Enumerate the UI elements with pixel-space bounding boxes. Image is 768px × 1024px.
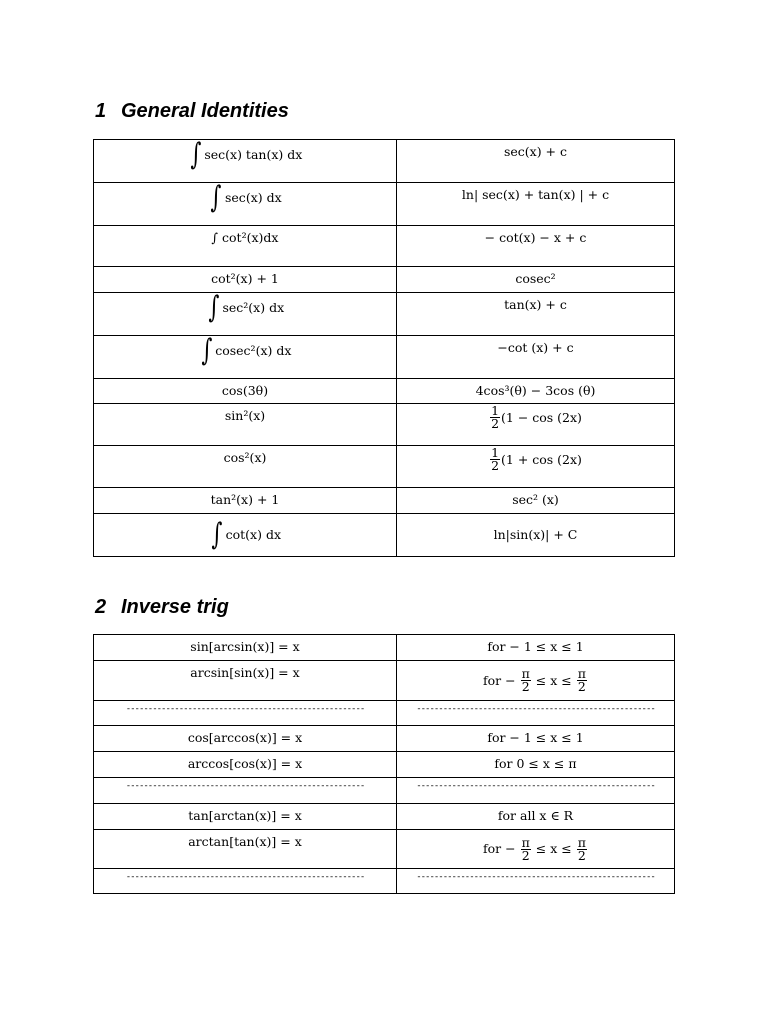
table-row xyxy=(94,830,675,869)
identity-right-cell: ln| sec(x) + tan(x) | + c xyxy=(397,183,675,226)
table-row xyxy=(94,752,675,778)
table-row xyxy=(94,778,675,804)
identity-left-cell xyxy=(94,514,397,557)
inverse-trig-table xyxy=(93,634,675,894)
identity-left-cell: sin²(x) xyxy=(94,404,397,446)
integral-sign-icon: ∫ xyxy=(200,335,212,368)
identity-right-cell: −cot (x) + c xyxy=(397,336,675,379)
table-row xyxy=(94,635,675,661)
identity-left-cell: ∫ cot²(x)dx xyxy=(94,226,397,267)
integral-expression: ∫ sec(x) dx xyxy=(210,182,282,215)
identity-right-cell: cosec² xyxy=(397,267,675,293)
inverse-right-cell: for all x ∈ R xyxy=(397,804,675,830)
inverse-right-cell xyxy=(397,661,675,701)
fraction: $\frac{1}{2}$ xyxy=(491,403,500,431)
table-row xyxy=(94,336,675,379)
fraction: $\frac{1}{2}$ xyxy=(491,445,500,473)
section-1-number: 1 xyxy=(95,100,107,122)
section-1-title: General Identities xyxy=(121,100,289,122)
inverse-right-cell: for − 1 ≤ x ≤ 1 xyxy=(397,635,675,661)
table-row xyxy=(94,661,675,701)
separator-cell: ------------------------------------------------------ xyxy=(397,778,675,804)
integral-expression: ∫ cosec²(x) dx xyxy=(200,335,292,368)
inverse-right-cell: for 0 ≤ x ≤ π xyxy=(397,752,675,778)
identity-left-cell xyxy=(94,336,397,379)
table-row xyxy=(94,726,675,752)
table-row xyxy=(94,701,675,726)
table-row xyxy=(94,379,675,404)
table-row xyxy=(94,514,675,557)
integral-sign-icon: ∫ xyxy=(210,182,222,215)
identity-right-cell: ln|sin(x)| + C xyxy=(397,514,675,557)
identity-left-cell xyxy=(94,293,397,336)
inverse-left-cell: arctan[tan(x)] = x xyxy=(94,830,397,869)
inverse-left-cell: sin[arcsin(x)] = x xyxy=(94,635,397,661)
integral-sign-icon: ∫ xyxy=(211,517,223,552)
identity-left-cell: cot²(x) + 1 xyxy=(94,267,397,293)
identity-right-cell: 4cos³(θ) − 3cos (θ) xyxy=(397,379,675,404)
fraction: $\frac{\pi}{2}$ xyxy=(521,666,530,694)
table-row xyxy=(94,488,675,514)
separator-cell: ------------------------------------------------------ xyxy=(94,778,397,804)
separator-cell: ------------------------------------------------------ xyxy=(397,701,675,726)
separator-cell: ------------------------------------------------------ xyxy=(397,869,675,894)
domain-expression: for − $\frac{\pi}{2}$ ≤ x ≤ $\frac{\pi}{2}$ xyxy=(483,666,586,694)
table-row xyxy=(94,183,675,226)
section-2-heading xyxy=(95,596,229,619)
separator-cell: ------------------------------------------------------ xyxy=(94,869,397,894)
table-row xyxy=(94,226,675,267)
inverse-left-cell: cos[arccos(x)] = x xyxy=(94,726,397,752)
identity-left-cell: cos²(x) xyxy=(94,446,397,488)
general-identities-table xyxy=(93,139,675,557)
fraction-expression: $\frac{1}{2}$ (1 + cos (2x) xyxy=(491,445,582,473)
identity-left-cell: tan²(x) + 1 xyxy=(94,488,397,514)
inverse-right-cell: for − 1 ≤ x ≤ 1 xyxy=(397,726,675,752)
identity-right-cell: sec(x) + c xyxy=(397,140,675,183)
fraction: $\frac{\pi}{2}$ xyxy=(577,834,586,863)
identity-left-cell xyxy=(94,140,397,183)
section-1-heading xyxy=(95,100,289,123)
table-row xyxy=(94,404,675,446)
identity-left-cell xyxy=(94,183,397,226)
integral-expression: ∫ cot(x) dx xyxy=(211,517,282,552)
fraction: $\frac{\pi}{2}$ xyxy=(521,834,530,863)
identity-right-cell: sec² (x) xyxy=(397,488,675,514)
inverse-left-cell: tan[arctan(x)] = x xyxy=(94,804,397,830)
table-row xyxy=(94,140,675,183)
inverse-left-cell: arccos[cos(x)] = x xyxy=(94,752,397,778)
fraction-expression: $\frac{1}{2}$ (1 − cos (2x) xyxy=(491,403,582,431)
identity-right-cell: − cot(x) − x + c xyxy=(397,226,675,267)
integral-sign-icon: ∫ xyxy=(208,292,220,325)
table-row xyxy=(94,869,675,894)
table-row xyxy=(94,446,675,488)
table-row xyxy=(94,804,675,830)
identity-left-cell: cos(3θ) xyxy=(94,379,397,404)
identity-right-cell xyxy=(397,446,675,488)
domain-expression: for − $\frac{\pi}{2}$ ≤ x ≤ $\frac{\pi}{2}$ xyxy=(483,834,586,863)
section-2-title: Inverse trig xyxy=(121,596,229,618)
inverse-right-cell xyxy=(397,830,675,869)
integral-expression: ∫ sec(x) tan(x) dx xyxy=(190,139,303,172)
section-2-number: 2 xyxy=(95,596,107,618)
inverse-left-cell: arcsin[sin(x)] = x xyxy=(94,661,397,701)
integral-expression: ∫ sec²(x) dx xyxy=(208,292,285,325)
table-row xyxy=(94,267,675,293)
identity-right-cell xyxy=(397,404,675,446)
fraction: $\frac{\pi}{2}$ xyxy=(577,666,586,694)
integral-sign-icon: ∫ xyxy=(190,139,201,172)
identity-right-cell: tan(x) + c xyxy=(397,293,675,336)
separator-cell: ------------------------------------------------------ xyxy=(94,701,397,726)
table-row xyxy=(94,293,675,336)
